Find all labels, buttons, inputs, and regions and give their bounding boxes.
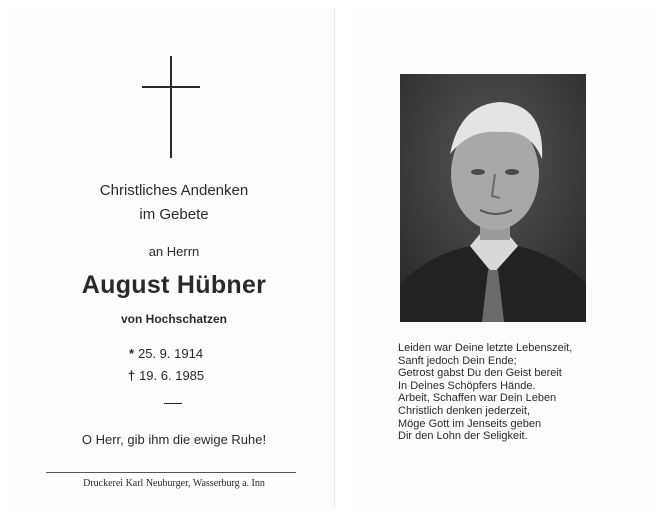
death-date: 19. 6. 1985 <box>139 368 205 383</box>
birth-date-row <box>6 346 326 361</box>
memorial-card-back <box>352 8 652 508</box>
poem-line: Leiden war Deine letzte Lebenszeit, <box>398 342 573 354</box>
salutation: an Herrn <box>148 244 200 259</box>
hometown: von Hochschatzen <box>120 312 228 326</box>
printer-credit: Druckerei Karl Neuburger, Wasserburg a. Inn <box>83 478 265 489</box>
memorial-poem <box>398 342 572 443</box>
death-date-row <box>6 368 326 383</box>
deceased-name: August Hübner <box>81 271 267 299</box>
portrait-photo <box>400 74 586 322</box>
poem-line: Getrost gabst Du den Geist bereit <box>398 367 562 380</box>
divider-dash <box>164 403 182 404</box>
poem-line: Dir den Lohn der Seligkeit. <box>398 430 528 443</box>
poem-line: In Deines Schöpfers Hände. <box>398 379 536 392</box>
poem-line: Möge Gott im Jenseits geben <box>398 417 542 430</box>
memorial-card-front <box>14 8 335 508</box>
prayer: O Herr, gib ihm die ewige Ruhe! <box>81 432 267 447</box>
heading-andenken: Christliches Andenken <box>99 182 249 199</box>
divider-rule <box>46 472 296 473</box>
cross-icon-bar <box>142 86 200 88</box>
birth-date: 25. 9. 1914 <box>138 346 204 361</box>
poem-line: Christlich denken jederzeit, <box>398 404 531 417</box>
birth-star-icon: * <box>128 346 134 361</box>
poem-line: Arbeit, Schaffen war Dein Leben <box>398 392 557 405</box>
poem-line: Sanft jedoch Dein Ende; <box>398 354 517 367</box>
cross-icon <box>170 56 172 158</box>
heading-gebete: im Gebete <box>139 206 209 223</box>
death-cross-icon: † <box>127 368 136 383</box>
